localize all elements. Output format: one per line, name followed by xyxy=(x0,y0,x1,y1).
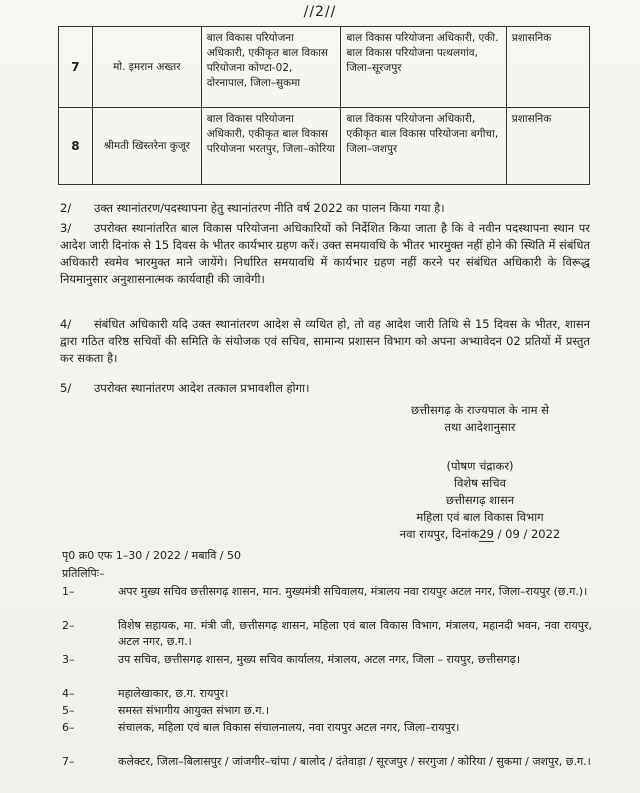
signature-block: (पोषण चंद्राकर) विशेष सचिव छत्तीसगढ़ शासन महिला एवं बाल विकास विभाग नवा रायपुर, दिनांक29 / 09 / 2022 xyxy=(380,458,580,543)
signature-authority: छत्तीसगढ़ के राज्यपाल के नाम से तथा आदेशानुसार xyxy=(411,403,549,434)
new-posting: बाल विकास परियोजना अधिकारी, एकी. बाल विकास परियोजना पत्थलगांव, जिला–सूरजपुर xyxy=(341,27,506,108)
list-item: 6– संचालक, महिला एवं बाल विकास संचालनालय, नवा रायपुर अटल नगर, जिला–रायपुर। xyxy=(62,721,460,734)
remark: प्रशासनिक xyxy=(506,27,589,108)
current-posting: बाल विकास परियोजना अधिकारी, एकीकृत बाल विकास परियोजना भरतपुर, जिला–कोरिया xyxy=(201,108,341,185)
page-number: //2// xyxy=(303,4,337,20)
list-item: 5– समस्त संभागीय आयुक्त संभाग छ.ग.। xyxy=(62,704,270,717)
paragraph-3: 3/ उपरोक्त स्थानांतरित बाल विकास परियोजना अधिकारियों को निर्देशित किया जाता है कि वे नवीन पदस्थापना स्थान पर आदेश जारी दिनांक से 15 दिवस के भीतर कार्यभार ग्रहण करें। उक्त समयावधि के भीतर भारमुक्त नहीं होने की स्थिति में संबंधित अधिकारी स्वमेव भारमुक्त माने जायेंगे। निर्धारित समयावधि में कार्यभार ग्रहण नहीं करने पर संबंधित अधिकारी के विरूद्ध नियमानुसार अनुशासनात्मक कार्यवाही की जावेगी। xyxy=(60,221,590,286)
remark: प्रशासनिक xyxy=(506,108,589,185)
list-item: 2– विशेष सहायक, मा. मंत्री जी, छत्तीसगढ़ शासन, महिला एवं बाल विकास विभाग, मंत्रालय, महानदी भवन, नवा रायपुर, अटल नगर, छ.ग.। xyxy=(62,619,592,648)
paragraph-5: 5/ उपरोक्त स्थानांतरण आदेश तत्काल प्रभावशील होगा। xyxy=(60,381,310,395)
list-item: 1– अपर मुख्य सचिव छत्तीसगढ़ शासन, मान. मुख्यमंत्री सचिवालय, मंत्रालय नवा रायपुर अटल नगर, जिला–रायपुर (छ.ग.)। xyxy=(62,585,588,598)
officer-name: मो. इमरान अख्तर xyxy=(92,27,201,108)
serial-number: 7 xyxy=(59,27,93,108)
signatory-designation: विशेष सचिव xyxy=(454,476,506,490)
paragraph-2: 2/ उक्त स्थानांतरण/पदस्थापना हेतु स्थानांतरण नीति वर्ष 2022 का पालन किया गया है। xyxy=(60,201,445,215)
signatory-name: (पोषण चंद्राकर) xyxy=(446,459,514,473)
list-item: 4– महालेखाकार, छ.ग. रायपुर। xyxy=(62,687,229,700)
copies-heading: प्रतिलिपिः– xyxy=(62,567,105,580)
serial-number: 8 xyxy=(59,108,93,185)
current-posting: बाल विकास परियोजना अधिकारी, एकीकृत बाल विकास परियोजना कोण्टा-02, दोरनापाल, जिला–सुकमा xyxy=(201,27,341,108)
place-date: नवा रायपुर, दिनांक29 / 09 / 2022 xyxy=(399,527,561,541)
table-row xyxy=(59,27,590,108)
list-item: 7– कलेक्टर, जिला–बिलासपुर / जांजगीर–चांपा / बालोद / दंतेवाड़ा / सूरजपुर / सरगुजा / कोरिया / सुकमा / जशपुर, छ.ग.। xyxy=(62,755,591,768)
paragraph-4: 4/ संबंधित अधिकारी यदि उक्त स्थानांतरण आदेश से व्यथित हो, तो वह आदेश जारी तिथि से 15 दिवस के भीतर, शासन द्वारा गठित वरिष्ठ सचिवों की समिति के संयोजक एवं सचिव, सामान्य प्रशासन विभाग को अपना अभ्यावेदन 02 प्रतियों में प्रस्तुत कर सकता है। xyxy=(60,317,590,365)
reference-number: पृ0 क्र0 एफ 1–30 / 2022 / मबावि / 50 xyxy=(62,549,242,562)
transfer-table xyxy=(58,26,590,185)
officer-name: श्रीमती खिस्तरेना कुजूर xyxy=(92,108,201,185)
new-posting: बाल विकास परियोजना अधिकारी, एकीकृत बाल विकास परियोजना बगीचा, जिला–जशपुर xyxy=(341,108,506,185)
table-row xyxy=(59,108,590,185)
list-item: 3– उप सचिव, छत्तीसगढ़ शासन, मुख्य सचिव कार्यालय, मंत्रालय, अटल नगर, जिला – रायपुर, छत्तीसगढ़। xyxy=(62,653,521,666)
